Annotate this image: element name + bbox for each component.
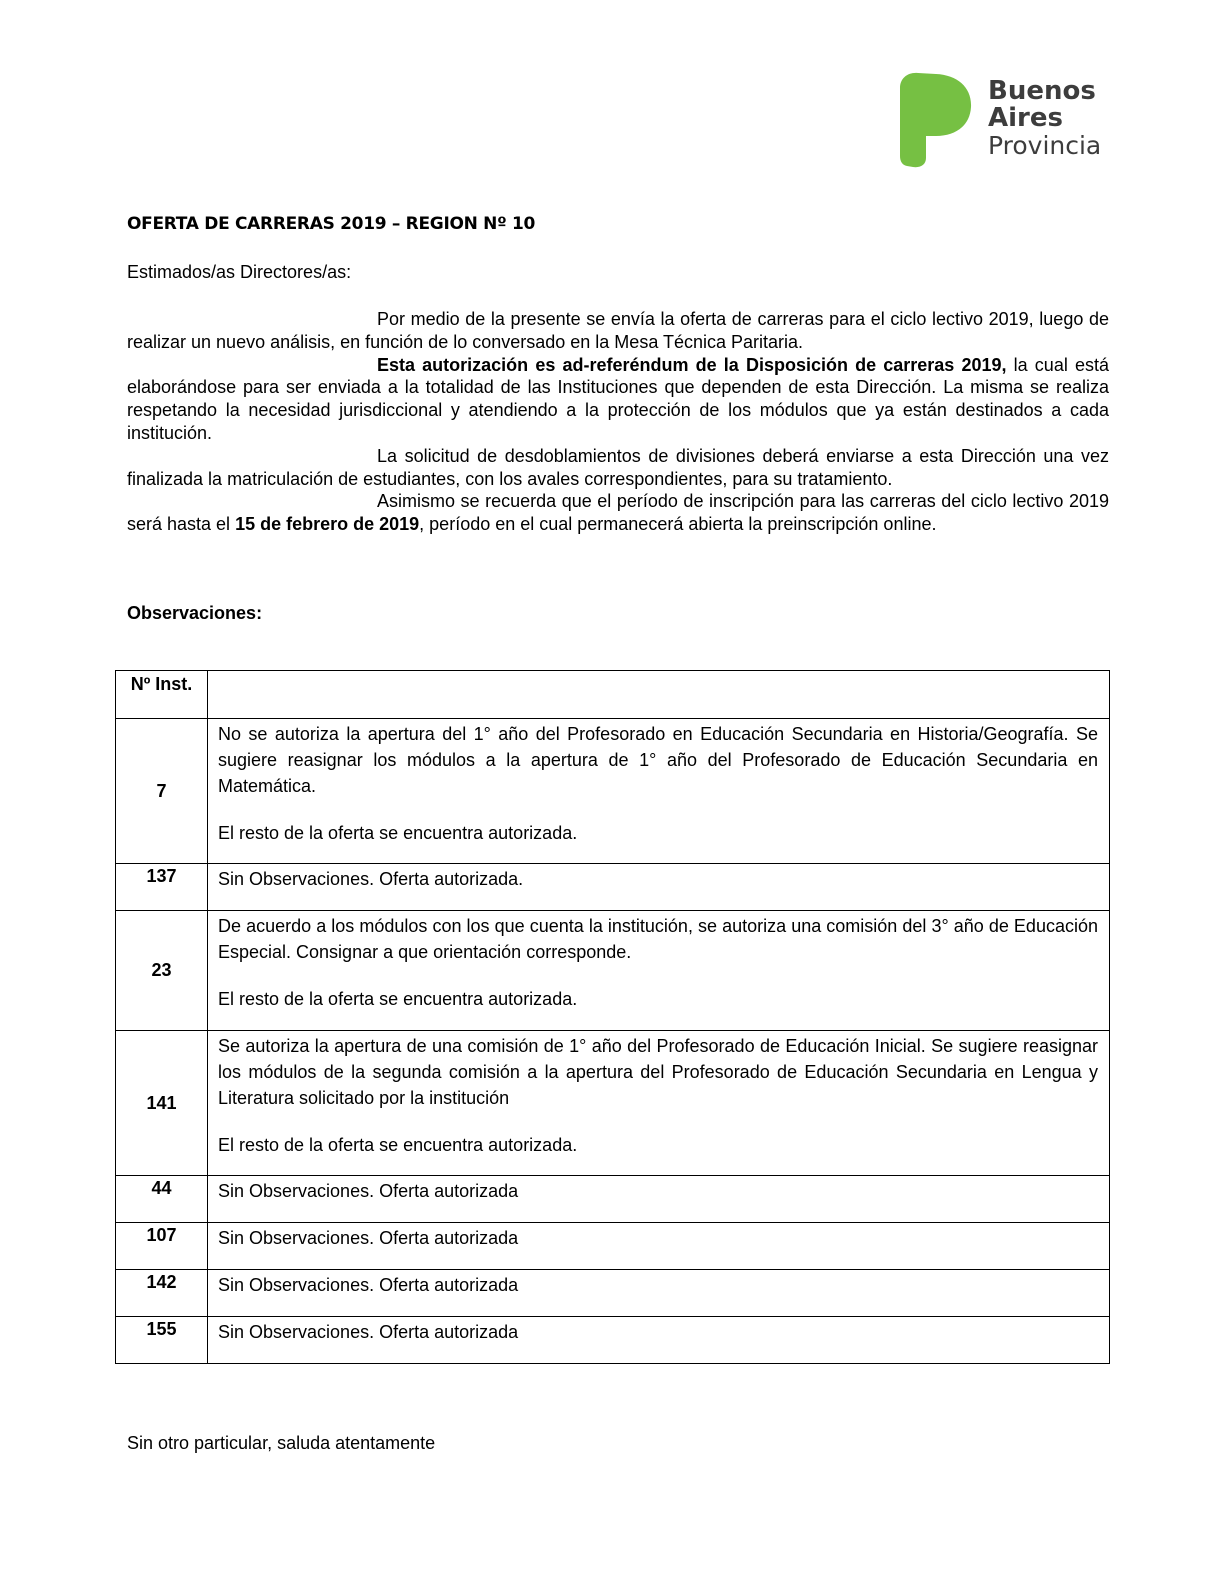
observation-text: Sin Observaciones. Oferta autorizada	[218, 1322, 519, 1342]
paragraph-4-text-b: , período en el cual permanecerá abierta la preinscripción online.	[419, 514, 937, 535]
observation-note: El resto de la oferta se encuentra autorizada.	[218, 823, 578, 843]
observation-cell	[208, 1176, 1110, 1223]
inst-number: 142	[116, 1270, 208, 1317]
observation-cell	[208, 911, 1110, 1031]
observation-text: De acuerdo a los módulos con los que cuenta la institución, se autoriza una comisión del 3° año de Educación Especial. Consignar a que orientación corresponde.	[218, 916, 1098, 962]
header-inst-number: Nº Inst.	[116, 671, 208, 719]
observation-text: Se autoriza la apertura de una comisión de 1° año del Profesorado de Educación Inicial. Se sugiere reasignar los módulos de la segunda comisión a la apertura del Profesorado de Educación Secundaria en Lengua y Literatura solicitado por la institución	[218, 1036, 1098, 1108]
observation-text: Sin Observaciones. Oferta autorizada	[218, 1228, 519, 1248]
observation-text: Sin Observaciones. Oferta autorizada	[218, 1275, 519, 1295]
observation-text: Sin Observaciones. Oferta autorizada	[218, 1181, 519, 1201]
header-empty-cell	[208, 671, 1110, 719]
observation-text: No se autoriza la apertura del 1° año del Profesorado en Educación Secundaria en Historia/Geografía. Se sugiere reasignar los módulos a la apertura de 1° año del Profesorado de Educación Secundaria en Matemática.	[218, 724, 1098, 796]
observations-table	[115, 670, 1110, 1364]
inst-number: 44	[116, 1176, 208, 1223]
logo-line-aires: Aires	[988, 103, 1063, 133]
p-shape-icon	[896, 70, 986, 170]
observation-cell	[208, 719, 1110, 864]
inst-number: 23	[116, 911, 208, 1031]
table-row	[116, 719, 1110, 864]
observation-cell	[208, 1270, 1110, 1317]
observation-cell	[208, 1223, 1110, 1270]
logo-line-provincia: Provincia	[988, 131, 1102, 160]
table-row	[116, 911, 1110, 1031]
table-row	[116, 864, 1110, 911]
paragraph-1-text: Por medio de la presente se envía la oferta de carreras para el ciclo lectivo 2019, luego de realizar un nuevo análisis, en función de lo conversado en la Mesa Técnica Paritaria.	[127, 309, 1109, 352]
logo-p-mark	[900, 73, 971, 167]
table-header-row	[116, 671, 1110, 719]
body-text	[127, 308, 1109, 536]
logo-wordmark	[988, 78, 1101, 159]
paragraph-3	[127, 445, 1109, 491]
paragraph-1	[127, 308, 1109, 354]
closing-line: Sin otro particular, saluda atentamente	[127, 1433, 436, 1453]
greeting: Estimados/as Directores/as:	[127, 262, 352, 282]
paragraph-3-text: La solicitud de desdoblamientos de divisiones deberá enviarse a esta Dirección una vez finalizada la matriculación de estudiantes, con los avales correspondientes, para su tratamiento.	[127, 445, 1109, 489]
inst-number: 155	[116, 1317, 208, 1364]
table-row	[116, 1031, 1110, 1176]
observation-cell	[208, 1031, 1110, 1176]
observation-text: Sin Observaciones. Oferta autorizada.	[218, 869, 524, 889]
table-row	[116, 1270, 1110, 1317]
inst-number: 137	[116, 864, 208, 911]
inst-number: 107	[116, 1223, 208, 1270]
observation-note: El resto de la oferta se encuentra autorizada.	[218, 1135, 578, 1155]
buenos-aires-provincia-logo	[896, 70, 1116, 170]
logo-line-buenos: Buenos	[988, 76, 1096, 106]
inst-number: 141	[116, 1031, 208, 1176]
paragraph-2	[127, 354, 1109, 445]
paragraph-2-bold: Esta autorización es ad-referéndum de la Disposición de carreras 2019,	[377, 354, 1007, 375]
paragraph-4-text-a: Asimismo se recuerda que el período de inscripción para las carreras del ciclo lectivo 2019 será hasta el	[127, 491, 1109, 535]
document-title: OFERTA DE CARRERAS 2019 – REGION Nº 10	[127, 214, 536, 234]
table-row	[116, 1317, 1110, 1364]
observation-cell	[208, 1317, 1110, 1364]
table-row	[116, 1223, 1110, 1270]
observation-note: El resto de la oferta se encuentra autorizada.	[218, 989, 578, 1009]
observation-cell	[208, 864, 1110, 911]
table-row	[116, 1176, 1110, 1223]
paragraph-2-text: la cual está elaborándose para ser enviada a la totalidad de las Instituciones que dependen de esta Dirección. La misma se realiza respetando la necesidad jurisdiccional y atendiendo a la protección de los módulos que ya están destinados a cada institución.	[127, 354, 1109, 443]
paragraph-4	[127, 490, 1109, 536]
inst-number: 7	[116, 719, 208, 864]
observations-heading: Observaciones:	[127, 603, 263, 623]
paragraph-4-bold-date: 15 de febrero de 2019	[235, 514, 420, 535]
